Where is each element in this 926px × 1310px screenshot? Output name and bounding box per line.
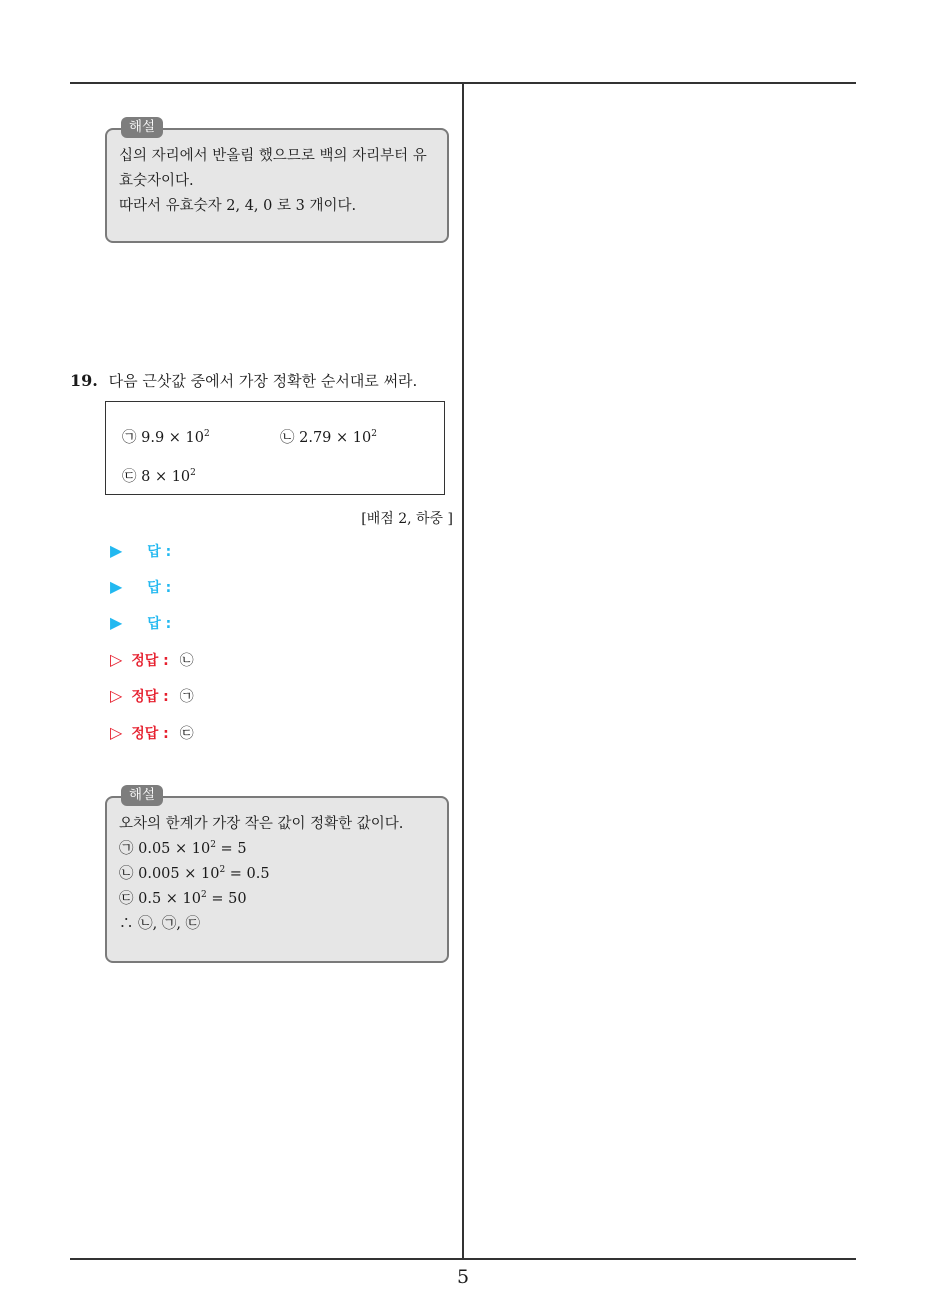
question-19 [70,370,417,391]
solution-box-1 [105,119,449,243]
answer-blank-2 [110,577,171,597]
correct-answer-3 [110,723,194,743]
question-text: 다음 근삿값 중에서 가장 정확한 순서대로 써라. [108,372,418,390]
outline-triangle-icon: ▷ [110,650,123,669]
correct-value: ㉢ [179,726,194,742]
play-marker-icon: ▶ [110,541,123,560]
solution-line: 효숫자이다. [119,173,194,189]
correct-answer-1 [110,650,194,670]
question-number: 19. [70,371,98,390]
option-value: 2.79 × 10 [299,430,372,446]
bottom-rule [70,1258,856,1260]
answer-label: 답 : [147,616,172,632]
solution-step: ㉢ $0.5 \times 10^2 = 50$ [119,890,247,907]
option-exponent: 2 [190,468,196,478]
answer-label: 답 : [147,544,172,560]
option-exponent: 2 [204,429,210,439]
correct-label: 정답 : [131,689,169,705]
option-mark: ㉡ [280,430,295,446]
option-value: 9.9 × 10 [141,430,204,446]
page-number: 5 [456,1266,470,1288]
option-value: 8 × 10 [141,469,191,485]
play-marker-icon: ▶ [110,613,123,632]
option-exponent: 2 [371,429,377,439]
option-a [122,426,210,447]
solution-intro: 오차의 한계가 가장 작은 값이 정확한 값이다. [119,816,404,832]
correct-label: 정답 : [131,726,169,742]
score-difficulty: [배점 2, 하중 ] [361,511,453,527]
answer-label: 답 : [147,580,172,596]
column-divider [462,83,464,1258]
solution-step: ㉠ $0.05 \times 10^2 = 5$ [119,840,247,857]
solution-conclusion: ∴ ㉡, ㉠, ㉢ [119,916,201,932]
play-marker-icon: ▶ [110,577,123,596]
solution-tag: 해설 [121,117,163,138]
solution-box-2 [105,787,449,963]
outline-triangle-icon: ▷ [110,686,123,705]
option-c [122,465,196,486]
answer-blank-3 [110,613,171,633]
correct-value: ㉠ [179,689,194,705]
solution-line: 십의 자리에서 반올림 했으므로 백의 자리부터 유 [119,148,427,164]
solution-step: ㉡ $0.005 \times 10^2 = 0.5$ [119,865,270,882]
solution-tag: 해설 [121,785,163,806]
solution-line: 따라서 유효숫자 2, 4, 0 로 3 개이다. [119,198,357,214]
correct-answer-2 [110,686,194,706]
correct-label: 정답 : [131,653,169,669]
option-mark: ㉢ [122,469,137,485]
option-b [280,426,377,447]
correct-value: ㉡ [179,653,194,669]
answer-blank-1 [110,541,171,561]
outline-triangle-icon: ▷ [110,723,123,742]
option-mark: ㉠ [122,430,137,446]
options-box [105,401,445,495]
